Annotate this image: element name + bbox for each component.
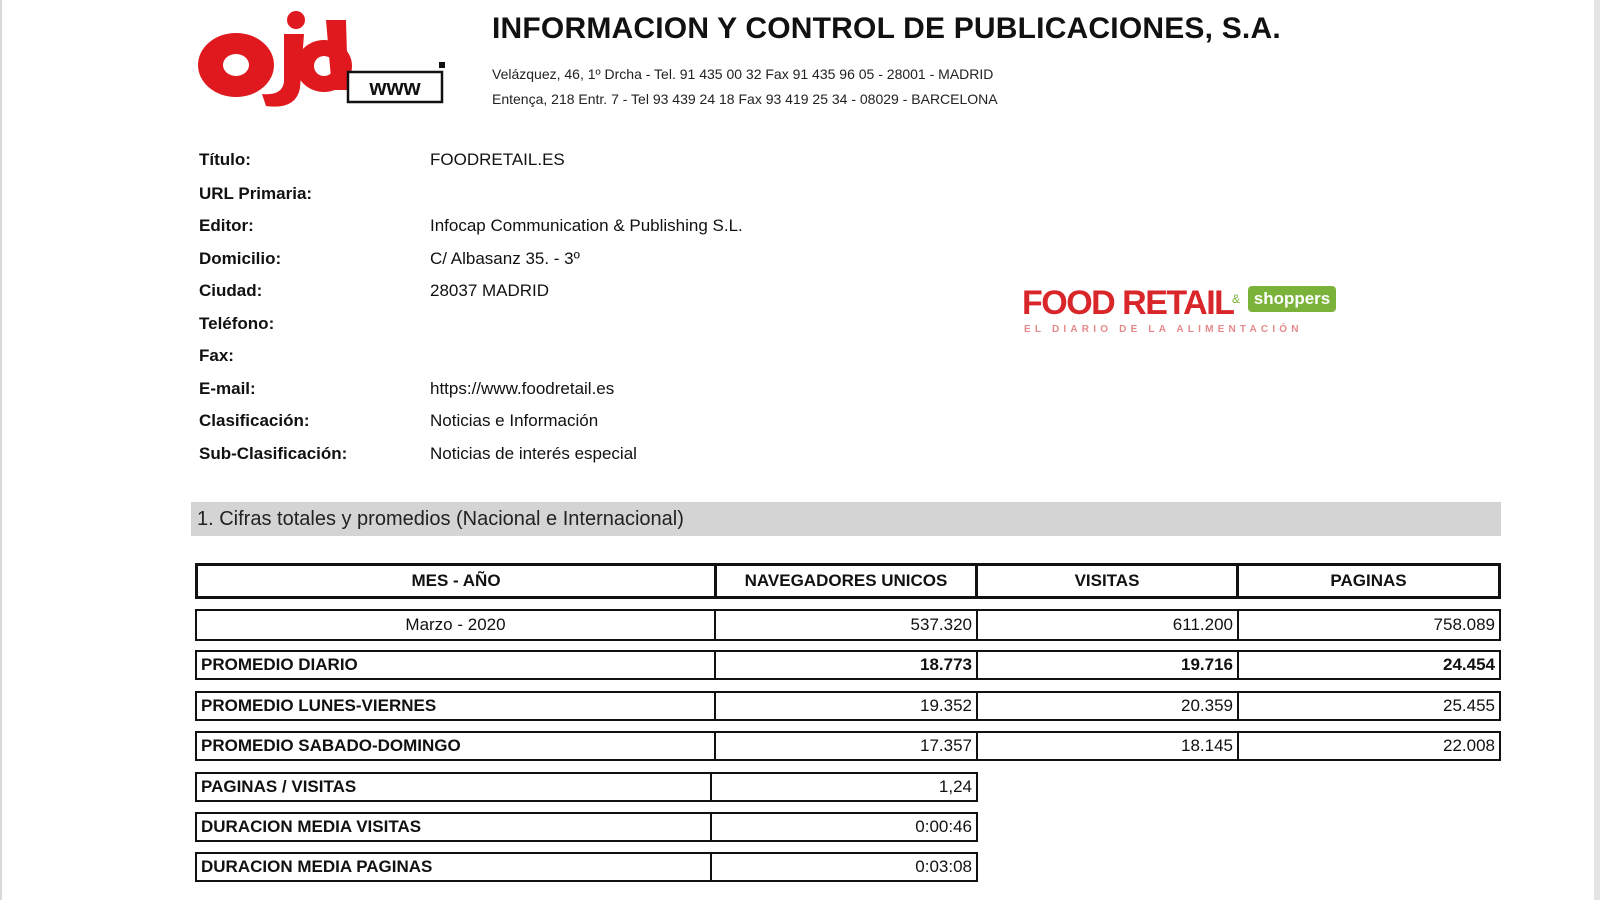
food-retail-amp: & bbox=[1232, 292, 1241, 306]
promedio-sd-label bbox=[195, 731, 716, 761]
promedio-lv-visitas bbox=[976, 691, 1239, 721]
month-row-visitas bbox=[976, 609, 1239, 641]
promedio-lv-paginas-text: 25.455 bbox=[1443, 696, 1495, 715]
shoppers-badge: shoppers bbox=[1248, 286, 1336, 312]
ojd-logo-graphic bbox=[196, 10, 456, 110]
editor-value: Infocap Communication & Publishing S.L. bbox=[430, 216, 743, 235]
telefono-label: Teléfono: bbox=[199, 314, 275, 333]
paginas-visitas-label bbox=[195, 772, 712, 802]
month-row-paginas bbox=[1237, 609, 1501, 641]
duracion-paginas-value bbox=[710, 852, 978, 882]
header-mes-ano-text: MES - AÑO bbox=[411, 571, 501, 590]
url-label: URL Primaria: bbox=[199, 184, 313, 203]
paginas-visitas-label-text: PAGINAS / VISITAS bbox=[201, 777, 357, 796]
promedio-lv-label-text: PROMEDIO LUNES-VIERNES bbox=[201, 696, 437, 715]
header-navegadores bbox=[714, 563, 978, 599]
ojd-logo-badge: www bbox=[369, 75, 421, 100]
promedio-sd-label-text: PROMEDIO SABADO-DOMINGO bbox=[201, 736, 461, 755]
promedio-lv-paginas bbox=[1237, 691, 1501, 721]
promedio-lv-navegadores-text: 19.352 bbox=[920, 696, 972, 715]
month-row-label-text: Marzo - 2020 bbox=[405, 615, 506, 634]
ciudad-label: Ciudad: bbox=[199, 281, 263, 300]
page-edge-left bbox=[0, 0, 2, 900]
paginas-visitas-value bbox=[710, 772, 978, 802]
duracion-paginas-label-text: DURACION MEDIA PAGINAS bbox=[201, 857, 433, 876]
promedio-sd-navegadores bbox=[714, 731, 978, 761]
food-retail-logo bbox=[1022, 280, 1342, 340]
header-navegadores-text: NAVEGADORES UNICOS bbox=[744, 571, 948, 590]
company-name: INFORMACION Y CONTROL DE PUBLICACIONES, S.A. bbox=[492, 12, 1281, 45]
header-paginas bbox=[1236, 563, 1501, 599]
duracion-paginas-label bbox=[195, 852, 712, 882]
food-retail-wordmark: FOOD RETAIL bbox=[1022, 284, 1234, 322]
header-visitas bbox=[975, 563, 1239, 599]
promedio-diario-label bbox=[195, 650, 716, 680]
clasificacion-value: Noticias e Información bbox=[430, 411, 599, 430]
month-row-navegadores bbox=[714, 609, 978, 641]
titulo-label: Título: bbox=[199, 150, 251, 169]
month-row-visitas-text: 611.200 bbox=[1172, 615, 1233, 634]
promedio-sd-visitas bbox=[976, 731, 1239, 761]
promedio-sd-navegadores-text: 17.357 bbox=[920, 736, 972, 755]
promedio-sd-paginas-text: 22.008 bbox=[1443, 736, 1495, 755]
email-label: E-mail: bbox=[199, 379, 256, 398]
month-row-navegadores-text: 537.320 bbox=[910, 615, 972, 634]
address-madrid: Velázquez, 46, 1º Drcha - Tel. 91 435 00 32 Fax 91 435 96 05 - 28001 - MADRID bbox=[492, 66, 994, 82]
month-row-paginas-text: 758.089 bbox=[1433, 615, 1495, 634]
month-row-label bbox=[195, 609, 716, 641]
address-barcelona: Entença, 218 Entr. 7 - Tel 93 439 24 18 Fax 93 419 25 34 - 08029 - BARCELONA bbox=[492, 91, 998, 107]
domicilio-label: Domicilio: bbox=[199, 249, 282, 268]
promedio-lv-navegadores bbox=[714, 691, 978, 721]
header-paginas-text: PAGINAS bbox=[1330, 571, 1407, 590]
section-title: 1. Cifras totales y promedios (Nacional e Internacional) bbox=[197, 508, 684, 530]
promedio-diario-navegadores-text: 18.773 bbox=[920, 655, 972, 674]
header-visitas-text: VISITAS bbox=[1074, 571, 1140, 590]
paginas-visitas-value-text: 1,24 bbox=[938, 777, 972, 796]
promedio-diario-visitas bbox=[976, 650, 1239, 680]
clasificacion-label: Clasificación: bbox=[199, 411, 310, 430]
ojd-logo bbox=[196, 10, 456, 110]
ciudad-value: 28037 MADRID bbox=[430, 281, 550, 300]
promedio-lv-label bbox=[195, 691, 716, 721]
food-retail-tagline: EL DIARIO DE LA ALIMENTACIÓN bbox=[1024, 324, 1303, 335]
editor-label: Editor: bbox=[199, 216, 254, 235]
page-edge-right bbox=[1594, 0, 1600, 900]
promedio-sd-visitas-text: 18.145 bbox=[1181, 736, 1233, 755]
promedio-sd-paginas bbox=[1237, 731, 1501, 761]
section-header bbox=[191, 502, 1501, 536]
header-mes-ano bbox=[195, 563, 717, 599]
domicilio-value: C/ Albasanz 35. - 3º bbox=[430, 249, 580, 268]
subclasificacion-label: Sub-Clasificación: bbox=[199, 444, 348, 463]
fax-label: Fax: bbox=[199, 346, 234, 365]
subclasificacion-value: Noticias de interés especial bbox=[430, 444, 637, 463]
promedio-diario-navegadores bbox=[714, 650, 978, 680]
duracion-visitas-value bbox=[710, 812, 978, 842]
email-value[interactable]: https://www.foodretail.es bbox=[430, 379, 615, 398]
titulo-value: FOODRETAIL.ES bbox=[430, 150, 565, 169]
duracion-visitas-value-text: 0:00:46 bbox=[915, 817, 972, 836]
duracion-paginas-value-text: 0:03:08 bbox=[915, 857, 972, 876]
promedio-diario-label-text: PROMEDIO DIARIO bbox=[201, 655, 358, 674]
promedio-diario-visitas-text: 19.716 bbox=[1181, 655, 1233, 674]
duracion-visitas-label-text: DURACION MEDIA VISITAS bbox=[201, 817, 422, 836]
promedio-diario-paginas-text: 24.454 bbox=[1443, 655, 1495, 674]
promedio-diario-paginas bbox=[1237, 650, 1501, 680]
duracion-visitas-label bbox=[195, 812, 712, 842]
promedio-lv-visitas-text: 20.359 bbox=[1181, 696, 1233, 715]
